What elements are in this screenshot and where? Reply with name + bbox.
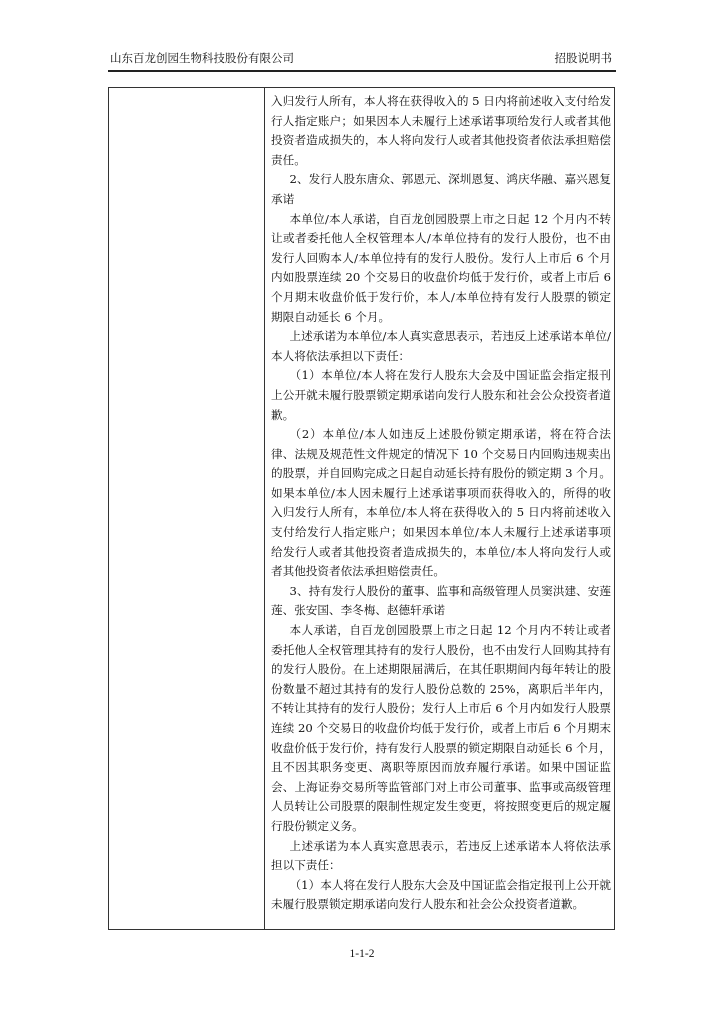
paragraph: 入归发行人所有，本人将在获得收入的 5 日内将前述收入支付给发行人指定账户；如果因本人未履行上述承诺事项给发行人或者其他投资者造成损失的，本人将向发行人或者其他投资者依法承担赔偿责任。 xyxy=(271,94,611,167)
paragraph: （2）本单位/本人如违反上述股份锁定期承诺，将在符合法律、法规及规范性文件规定的情况下 10 个交易日内回购违规卖出的股票，并自回购完成之日起自动延长持有股份的锁定期 3 个月。如果本单位/本人因未履行上述承诺事项而获得收入的，所得的收入归发行人所有，本单位/本人将在获得收入的 5 日内将前述收入支付给发行人指定账户；如果因本单位/本人未履行上述承诺事项给发行人或者其他投资者造成损失的，本单位/本人将向发行人或者其他投资者依法承担赔偿责任。 xyxy=(271,427,611,579)
table-left-column xyxy=(109,88,265,929)
page-number: 1-1-2 xyxy=(349,948,375,960)
page-header xyxy=(108,48,616,72)
commitment-table xyxy=(108,87,615,930)
paragraph: 本人承诺，自百龙创园股票上市之日起 12 个月内不转让或者委托他人全权管理其持有的发行人股份，也不由发行人回购其持有的发行人股份。在上述期限届满后，在其任职期间内每年转让的股份数量不超过其持有的发行人股份总数的 25%，离职后半年内，不转让其持有的发行人股份；发行人上市后 6 个月内如发行人股票连续 20 个交易日的收盘价均低于发行价，或者上市后 6 个月期末收盘价低于发行价，持有发行人股票的锁定期限自动延长 6 个月，且不因其职务变更、离职等原因而放弃履行承诺。如果中国证监会、上海证券交易所等监管部门对上市公司董事、监事或高级管理人员转让公司股票的限制性规定发生变更，将按照变更后的规定履行股份锁定义务。 xyxy=(271,623,611,833)
section-heading: 3、持有发行人股份的董事、监事和高级管理人员窦洪建、安莲莲、张安国、李冬梅、赵德轩承诺 xyxy=(271,583,611,618)
section-heading: 2、发行人股东唐众、郭恩元、深圳恩复、鸿庆华融、嘉兴恩复承诺 xyxy=(271,172,611,206)
company-name: 山东百龙创园生物科技股份有限公司 xyxy=(110,51,294,65)
paragraph: （1）本人将在发行人股东大会及中国证监会指定报刊上公开就未履行股票锁定期承诺向发行人股东和社会公众投资者道歉。 xyxy=(271,877,611,912)
paragraph: 上述承诺为本人真实意思表示，若违反上述承诺本人将依法承担以下责任： xyxy=(271,838,611,873)
table-right-column xyxy=(271,92,611,915)
paragraph: 本单位/本人承诺，自百龙创园股票上市之日起 12 个月内不转让或者委托他人全权管理本人/本单位持有的发行人股份，也不由发行人回购本人/本单位持有的发行人股份。发行人上市后 6 个月内如股票连续 20 个交易日的收盘价均低于发行价，或者上市后 6 个月期末收盘价低于发行价，本人/本单位持有发行人股票的锁定期限自动延长 6 个月。 xyxy=(271,211,611,324)
paragraph: 上述承诺为本单位/本人真实意思表示，若违反上述承诺本单位/本人将依法承担以下责任： xyxy=(271,329,611,363)
document-type: 招股说明书 xyxy=(554,51,612,65)
paragraph: （1）本单位/本人将在发行人股东大会及中国证监会指定报刊上公开就未履行股票锁定期承诺向发行人股东和社会公众投资者道歉。 xyxy=(271,368,611,422)
